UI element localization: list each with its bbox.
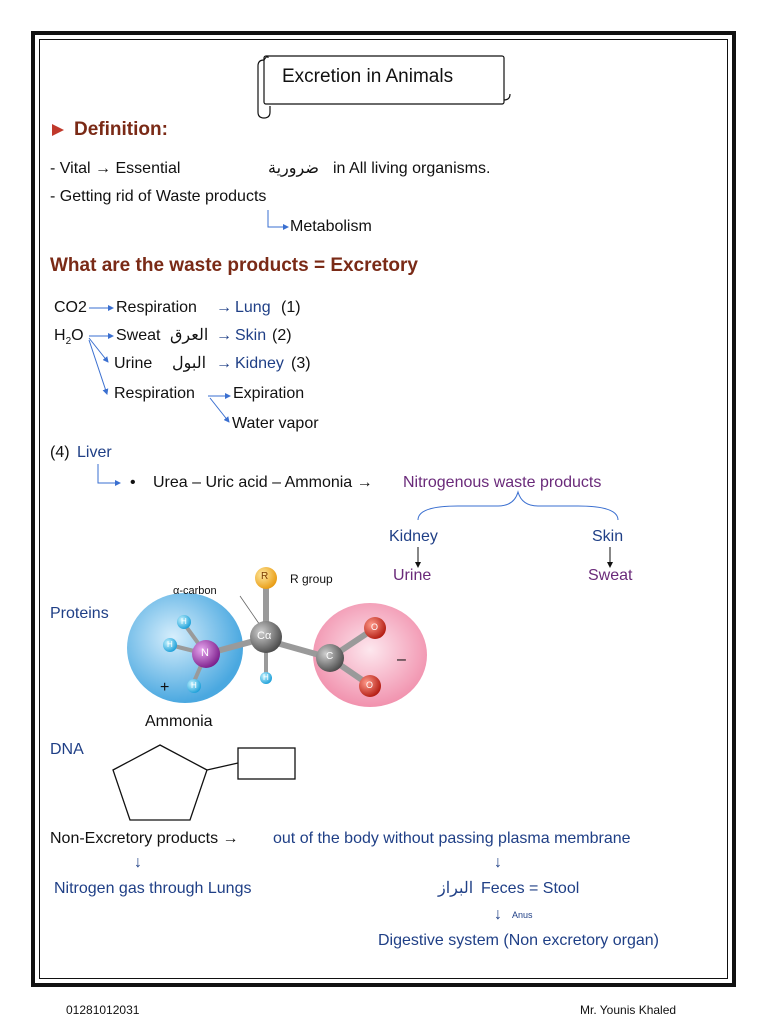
anus-label: Anus bbox=[512, 910, 533, 920]
atom-h-1: H bbox=[181, 617, 187, 626]
down-arrow-right: ↓ bbox=[494, 854, 502, 871]
atom-h-4: H bbox=[263, 673, 269, 682]
down-arrow-anus: ↓ bbox=[494, 906, 502, 923]
urine-arabic: البول bbox=[172, 355, 207, 372]
atom-h-3: H bbox=[191, 681, 197, 690]
charge-plus: + bbox=[160, 679, 170, 696]
liver-num: (4) bbox=[50, 444, 70, 461]
sweat-organ: Skin bbox=[235, 327, 267, 344]
definition-line1-right: in All living organisms. bbox=[333, 160, 491, 177]
sweat-arabic: العرق bbox=[170, 327, 209, 344]
atom-c: C bbox=[326, 651, 334, 662]
co2-arrow: → bbox=[216, 299, 232, 316]
waste-heading: What are the waste products = Excretory bbox=[50, 255, 418, 276]
r-group-label: R group bbox=[290, 572, 333, 586]
definition-heading: Definition: bbox=[74, 119, 168, 140]
sweat-num: (2) bbox=[272, 327, 292, 344]
feces-stool: Feces = Stool bbox=[481, 880, 580, 897]
down-arrow-left: ↓ bbox=[134, 854, 142, 871]
resp-water-vapor: Water vapor bbox=[232, 415, 319, 432]
footer-author: Mr. Younis Khaled bbox=[580, 1003, 677, 1017]
liver-bullet: • bbox=[130, 474, 136, 491]
feces-arabic: البراز bbox=[438, 880, 474, 897]
atom-ca: Cα bbox=[257, 630, 272, 642]
co2-label: CO2 bbox=[54, 299, 87, 316]
pentagon-shape bbox=[113, 745, 207, 820]
atom-o-bottom: O bbox=[366, 680, 374, 690]
definition-line1-arabic: ضرورية bbox=[268, 160, 319, 177]
sweat-arrow: → bbox=[216, 327, 232, 344]
resp-expiration: Expiration bbox=[233, 385, 305, 402]
tree-sweat: Sweat bbox=[588, 567, 633, 584]
definition-line1-left: - Vital → Essential bbox=[50, 160, 181, 177]
ammonia-caption: Ammonia bbox=[145, 713, 213, 730]
co2-organ: Lung bbox=[235, 299, 271, 316]
dna-label: DNA bbox=[50, 741, 84, 758]
urine-arrow: → bbox=[216, 355, 232, 372]
bullet-arrow-icon bbox=[52, 124, 64, 136]
proteins-label: Proteins bbox=[50, 605, 109, 622]
tree-urine: Urine bbox=[393, 567, 432, 584]
tree-kidney: Kidney bbox=[389, 528, 438, 545]
co2-process: Respiration bbox=[116, 299, 197, 316]
nitrogen-gas: Nitrogen gas through Lungs bbox=[54, 880, 252, 897]
charge-minus: – bbox=[397, 651, 406, 668]
nitrogenous-waste: Nitrogenous waste products bbox=[403, 474, 602, 491]
urine-num: (3) bbox=[291, 355, 311, 372]
amino-acid-diagram bbox=[127, 567, 427, 707]
definition-line2: - Getting rid of Waste products bbox=[50, 188, 267, 205]
co2-num: (1) bbox=[281, 299, 301, 316]
footer-phone: 01281012031 bbox=[66, 1003, 140, 1017]
non-excretory-right: out of the body without passing plasma membrane bbox=[273, 830, 631, 847]
atom-r: R bbox=[261, 571, 269, 582]
non-excretory-left: Non-Excretory products → bbox=[50, 830, 239, 847]
tree-skin: Skin bbox=[592, 528, 624, 545]
digestive-system: Digestive system (Non excretory organ) bbox=[378, 932, 659, 949]
page-title: Excretion in Animals bbox=[282, 66, 454, 87]
liver-list: Urea – Uric acid – Ammonia → bbox=[153, 474, 373, 491]
alpha-carbon-label: α-carbon bbox=[173, 585, 217, 597]
h2o-label: $H_2O$ bbox=[54, 327, 84, 348]
atom-o-top: O bbox=[371, 622, 379, 632]
base-box bbox=[238, 748, 295, 779]
definition-metabolism: Metabolism bbox=[290, 218, 372, 235]
atom-n: N bbox=[201, 647, 209, 659]
liver-organ: Liver bbox=[77, 444, 112, 461]
urine-process: Urine bbox=[114, 355, 153, 372]
atom-h-2: H bbox=[167, 640, 173, 649]
sweat-process: Sweat bbox=[116, 327, 161, 344]
resp-process: Respiration bbox=[114, 385, 195, 402]
urine-organ: Kidney bbox=[235, 355, 284, 372]
